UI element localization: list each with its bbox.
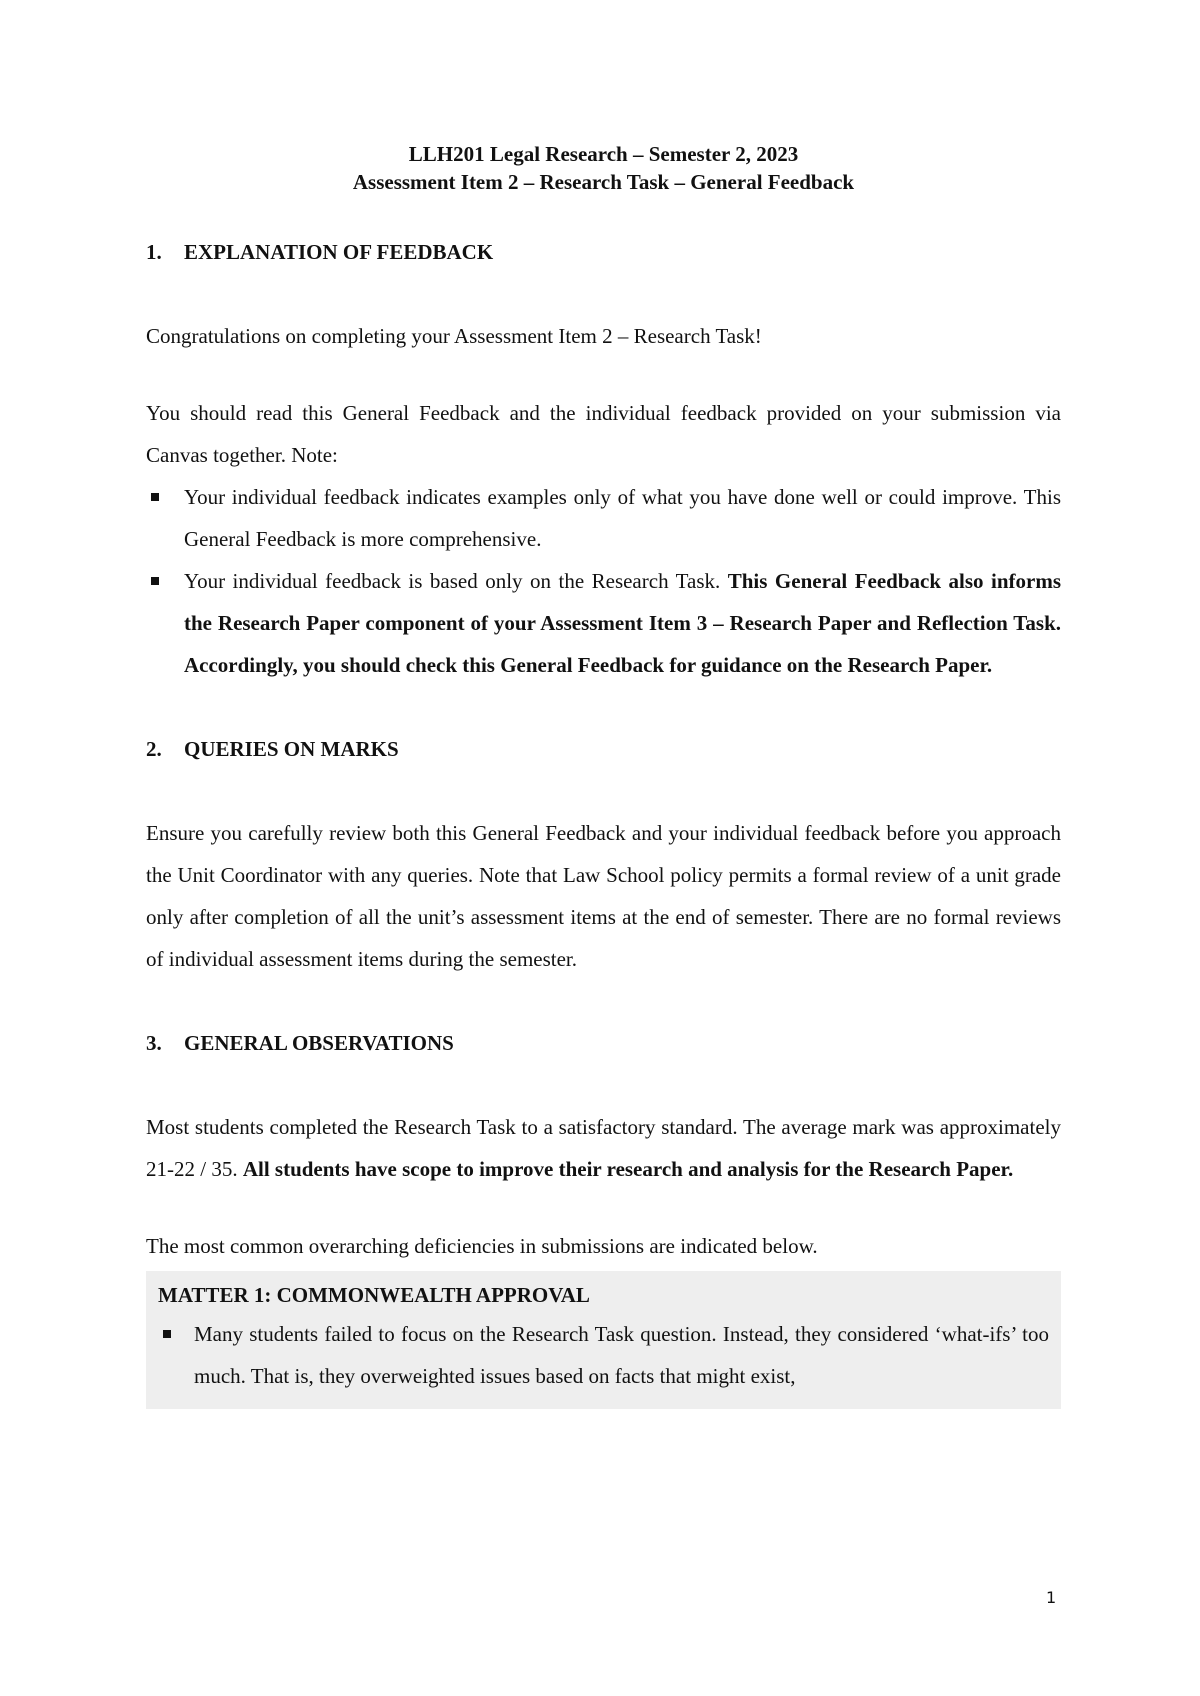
square-bullet-icon xyxy=(151,577,159,585)
list-item-bold-text: This General Feedback also informs the Research Paper component of your Assessment Item 3 – Research Paper and Reflection Task. Accordingly, you should check this General Feedback for guidance on the Research Paper. xyxy=(184,569,1061,677)
matter-title: MATTER 1: COMMONWEALTH APPROVAL xyxy=(158,1283,590,1307)
section-number: 3. xyxy=(146,1031,162,1055)
paragraph-deficiencies: The most common overarching deficiencies in submissions are indicated below. xyxy=(146,1234,818,1258)
paragraph-observations xyxy=(146,1106,1061,1190)
section-heading-1 xyxy=(146,238,1061,266)
document-title xyxy=(146,140,1061,196)
section-number: 1. xyxy=(146,240,162,264)
list-item xyxy=(146,560,1061,686)
bullet-list xyxy=(146,476,1061,686)
section-title: GENERAL OBSERVATIONS xyxy=(184,1031,454,1055)
paragraph-read-feedback: You should read this General Feedback and the individual feedback provided on your submission via Canvas together. Note: xyxy=(146,401,1061,467)
list-item xyxy=(158,1313,1049,1397)
list-item-text: Your individual feedback indicates examples only of what you have done well or could improve. This General Feedback is more comprehensive. xyxy=(184,485,1061,551)
list-item xyxy=(146,476,1061,560)
page-number: 1 xyxy=(1046,1588,1057,1607)
paragraph-bold-text: All students have scope to improve their research and analysis for the Research Paper. xyxy=(242,1157,1014,1181)
matter-1-box xyxy=(146,1271,1061,1409)
section-heading-2 xyxy=(146,735,1061,763)
paragraph-congratulations: Congratulations on completing your Assessment Item 2 – Research Task! xyxy=(146,324,762,348)
title-line-2: Assessment Item 2 – Research Task – General Feedback xyxy=(352,170,855,194)
title-line-1: LLH201 Legal Research – Semester 2, 2023 xyxy=(408,142,799,166)
paragraph-queries: Ensure you carefully review both this General Feedback and your individual feedback before you approach the Unit Coordinator with any queries. Note that Law School policy permits a formal review of a unit grade only after completion of all the unit’s assessment items at the end of semester. There are no formal reviews of individual assessment items during the semester. xyxy=(146,821,1061,971)
square-bullet-icon xyxy=(163,1330,171,1338)
document-content xyxy=(146,140,1061,1409)
matter-bullet-list xyxy=(158,1313,1049,1397)
section-title: EXPLANATION OF FEEDBACK xyxy=(184,240,494,264)
section-heading-3 xyxy=(146,1029,1061,1057)
section-number: 2. xyxy=(146,737,162,761)
paragraph-text: Most students completed the Research Task to a satisfactory standard. The average mark was approximately 21-22 / 35. xyxy=(146,1115,1061,1181)
list-item-text: Your individual feedback is based only on the Research Task. xyxy=(184,569,728,593)
list-item-text: Many students failed to focus on the Research Task question. Instead, they considered ‘what-ifs’ too much. That is, they overweighted issues based on facts that might exist, xyxy=(194,1322,1049,1388)
square-bullet-icon xyxy=(151,493,159,501)
section-title: QUERIES ON MARKS xyxy=(184,737,399,761)
